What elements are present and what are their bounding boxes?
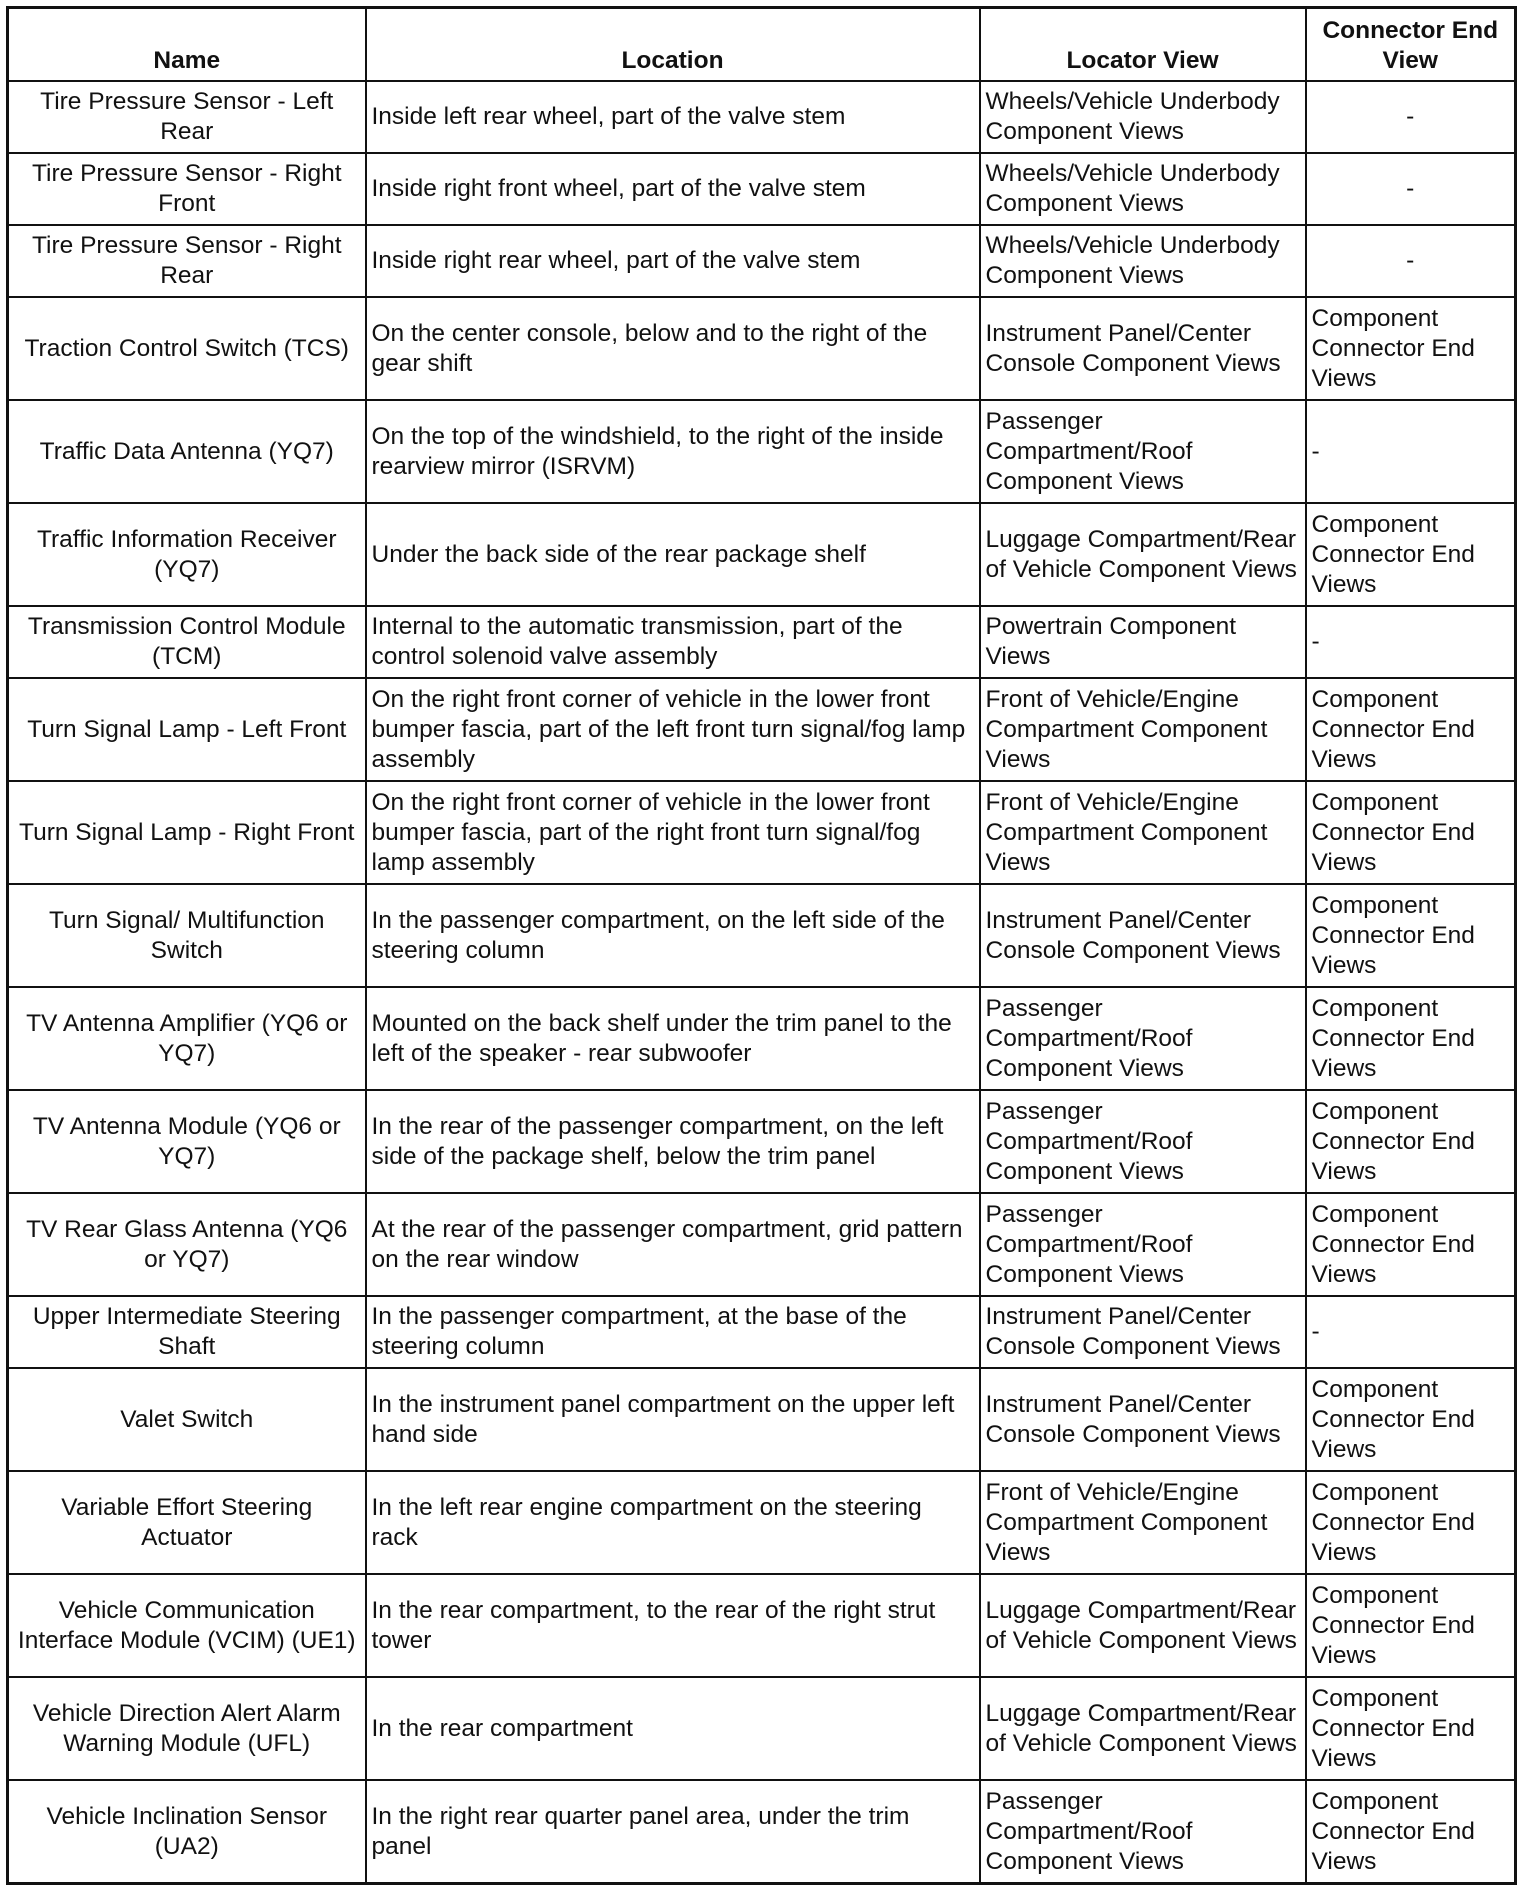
cell-connector-end-view: Component Connector End Views (1306, 884, 1516, 987)
table-row (8, 503, 1516, 606)
cell-location: In the rear of the passenger compartment, on the left side of the package shelf, below the trim panel (366, 1090, 980, 1193)
cell-location: In the rear compartment (366, 1677, 980, 1780)
cell-name: Turn Signal/ Multifunction Switch (8, 884, 366, 987)
cell-location: On the right front corner of vehicle in the lower front bumper fascia, part of the right front turn signal/fog lamp assembly (366, 781, 980, 884)
table-row (8, 297, 1516, 400)
cell-connector-end-view: - (1306, 225, 1516, 297)
table-row (8, 884, 1516, 987)
cell-name: Turn Signal Lamp - Left Front (8, 678, 366, 781)
cell-locator-view: Instrument Panel/Center Console Component Views (980, 297, 1306, 400)
header-row (8, 8, 1516, 82)
table-row (8, 1677, 1516, 1780)
cell-name: TV Antenna Amplifier (YQ6 or YQ7) (8, 987, 366, 1090)
cell-locator-view: Passenger Compartment/Roof Component Views (980, 400, 1306, 503)
cell-connector-end-view: Component Connector End Views (1306, 1193, 1516, 1296)
header-locator-view: Locator View (980, 8, 1306, 82)
cell-connector-end-view: Component Connector End Views (1306, 781, 1516, 884)
header-connector-end-view: Connector End View (1306, 8, 1516, 82)
table-row (8, 1296, 1516, 1368)
cell-locator-view: Wheels/Vehicle Underbody Component Views (980, 153, 1306, 225)
cell-name: Variable Effort Steering Actuator (8, 1471, 366, 1574)
cell-location: Internal to the automatic transmission, part of the control solenoid valve assembly (366, 606, 980, 678)
cell-connector-end-view: Component Connector End Views (1306, 297, 1516, 400)
component-locator-table (6, 6, 1517, 1885)
cell-locator-view: Wheels/Vehicle Underbody Component Views (980, 81, 1306, 153)
table-row (8, 400, 1516, 503)
cell-locator-view: Powertrain Component Views (980, 606, 1306, 678)
cell-connector-end-view: Component Connector End Views (1306, 503, 1516, 606)
cell-name: Vehicle Communication Interface Module (VCIM) (UE1) (8, 1574, 366, 1677)
cell-locator-view: Instrument Panel/Center Console Component Views (980, 1368, 1306, 1471)
table-row (8, 781, 1516, 884)
cell-location: On the top of the windshield, to the right of the inside rearview mirror (ISRVM) (366, 400, 980, 503)
cell-name: Traffic Information Receiver (YQ7) (8, 503, 366, 606)
cell-connector-end-view: - (1306, 606, 1516, 678)
cell-location: On the right front corner of vehicle in the lower front bumper fascia, part of the left front turn signal/fog lamp assembly (366, 678, 980, 781)
cell-locator-view: Front of Vehicle/Engine Compartment Component Views (980, 1471, 1306, 1574)
cell-location: In the left rear engine compartment on the steering rack (366, 1471, 980, 1574)
cell-location: On the center console, below and to the right of the gear shift (366, 297, 980, 400)
cell-location: In the passenger compartment, at the base of the steering column (366, 1296, 980, 1368)
cell-name: Vehicle Inclination Sensor (UA2) (8, 1780, 366, 1884)
cell-locator-view: Front of Vehicle/Engine Compartment Component Views (980, 781, 1306, 884)
cell-connector-end-view: Component Connector End Views (1306, 1090, 1516, 1193)
cell-location: In the instrument panel compartment on the upper left hand side (366, 1368, 980, 1471)
cell-location: At the rear of the passenger compartment, grid pattern on the rear window (366, 1193, 980, 1296)
cell-locator-view: Wheels/Vehicle Underbody Component Views (980, 225, 1306, 297)
cell-name: Tire Pressure Sensor - Left Rear (8, 81, 366, 153)
table-row (8, 153, 1516, 225)
cell-locator-view: Passenger Compartment/Roof Component Views (980, 1780, 1306, 1884)
cell-connector-end-view: Component Connector End Views (1306, 678, 1516, 781)
cell-connector-end-view: Component Connector End Views (1306, 1471, 1516, 1574)
cell-locator-view: Passenger Compartment/Roof Component Views (980, 1090, 1306, 1193)
cell-connector-end-view: - (1306, 1296, 1516, 1368)
table-row (8, 1780, 1516, 1884)
table-row (8, 1193, 1516, 1296)
cell-name: Tire Pressure Sensor - Right Rear (8, 225, 366, 297)
cell-locator-view: Luggage Compartment/Rear of Vehicle Component Views (980, 1677, 1306, 1780)
cell-connector-end-view: Component Connector End Views (1306, 1574, 1516, 1677)
cell-connector-end-view: Component Connector End Views (1306, 987, 1516, 1090)
cell-name: Vehicle Direction Alert Alarm Warning Module (UFL) (8, 1677, 366, 1780)
table-row (8, 606, 1516, 678)
cell-connector-end-view: - (1306, 81, 1516, 153)
cell-location: Under the back side of the rear package shelf (366, 503, 980, 606)
table-row (8, 1368, 1516, 1471)
table-row (8, 1574, 1516, 1677)
cell-locator-view: Front of Vehicle/Engine Compartment Component Views (980, 678, 1306, 781)
table-row (8, 1471, 1516, 1574)
header-location: Location (366, 8, 980, 82)
cell-connector-end-view: Component Connector End Views (1306, 1780, 1516, 1884)
table-row (8, 1090, 1516, 1193)
cell-name: Tire Pressure Sensor - Right Front (8, 153, 366, 225)
cell-connector-end-view: - (1306, 400, 1516, 503)
cell-name: Valet Switch (8, 1368, 366, 1471)
table-row (8, 225, 1516, 297)
cell-connector-end-view: Component Connector End Views (1306, 1677, 1516, 1780)
cell-location: Inside right front wheel, part of the valve stem (366, 153, 980, 225)
cell-locator-view: Luggage Compartment/Rear of Vehicle Component Views (980, 503, 1306, 606)
cell-locator-view: Luggage Compartment/Rear of Vehicle Component Views (980, 1574, 1306, 1677)
table-row (8, 81, 1516, 153)
table-row (8, 987, 1516, 1090)
cell-name: Traction Control Switch (TCS) (8, 297, 366, 400)
cell-location: Inside left rear wheel, part of the valve stem (366, 81, 980, 153)
cell-location: In the passenger compartment, on the left side of the steering column (366, 884, 980, 987)
cell-name: Turn Signal Lamp - Right Front (8, 781, 366, 884)
cell-locator-view: Instrument Panel/Center Console Component Views (980, 884, 1306, 987)
cell-name: TV Antenna Module (YQ6 or YQ7) (8, 1090, 366, 1193)
cell-locator-view: Passenger Compartment/Roof Component Views (980, 1193, 1306, 1296)
cell-connector-end-view: Component Connector End Views (1306, 1368, 1516, 1471)
cell-name: Transmission Control Module (TCM) (8, 606, 366, 678)
cell-name: TV Rear Glass Antenna (YQ6 or YQ7) (8, 1193, 366, 1296)
cell-locator-view: Passenger Compartment/Roof Component Views (980, 987, 1306, 1090)
header-name: Name (8, 8, 366, 82)
cell-location: In the rear compartment, to the rear of the right strut tower (366, 1574, 980, 1677)
cell-location: In the right rear quarter panel area, under the trim panel (366, 1780, 980, 1884)
cell-location: Inside right rear wheel, part of the valve stem (366, 225, 980, 297)
cell-location: Mounted on the back shelf under the trim panel to the left of the speaker - rear subwoofer (366, 987, 980, 1090)
cell-locator-view: Instrument Panel/Center Console Component Views (980, 1296, 1306, 1368)
table-row (8, 678, 1516, 781)
cell-name: Traffic Data Antenna (YQ7) (8, 400, 366, 503)
cell-connector-end-view: - (1306, 153, 1516, 225)
cell-name: Upper Intermediate Steering Shaft (8, 1296, 366, 1368)
